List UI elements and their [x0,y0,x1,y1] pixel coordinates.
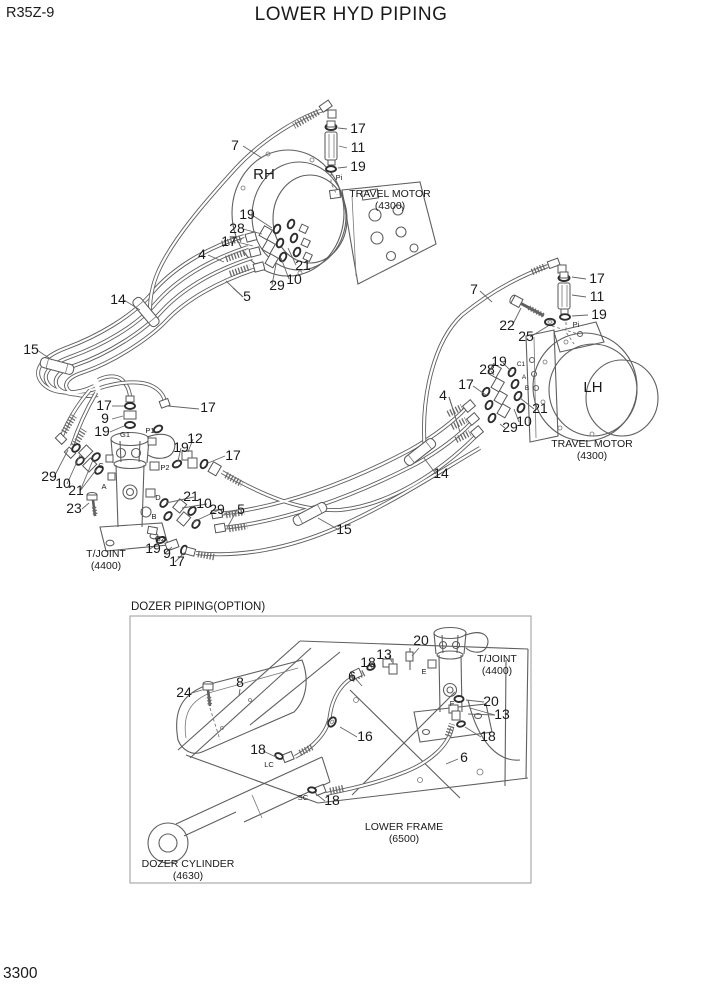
callout-14-left: 14 [110,291,126,307]
callout-9-g2: 9 [163,545,171,561]
callout-25: 25 [518,328,534,344]
callout-29-rh: 29 [269,277,285,293]
dozer-cylinder-ref: (4630) [172,870,204,882]
callout-11-lh-pi: 11 [589,288,605,304]
callout-18-sc: 18 [324,792,340,808]
port-label-a: A [101,482,107,491]
callout-10-lh: 10 [516,413,532,429]
callout-9-g1: 9 [101,410,109,426]
callout-29-lh: 29 [502,419,518,435]
callout-5-rh: 5 [243,288,251,304]
callout-10-right: 10 [196,495,212,511]
callout-11-rh-pi: 11 [350,139,366,155]
callout-7-rh: 7 [231,137,239,153]
callout-20-f: 20 [483,693,499,709]
callout-17-lh-pi: 17 [589,270,605,286]
port-label-p2: P2 [160,463,170,472]
dozer-cylinder-art [148,751,330,863]
callout-5-right: 5 [237,501,245,517]
callout-29-left: 29 [41,468,57,484]
bolt-23-art [87,493,97,517]
callout-13-e: 13 [376,646,392,662]
callout-28-rh: 28 [229,220,245,236]
port-label-g2: G2 [154,534,166,543]
callout-18-f: 18 [480,728,496,744]
callout-18-e: 18 [360,654,376,670]
callout-15-left: 15 [23,341,39,357]
callout-10-left: 10 [55,475,71,491]
port-label-lc: LC [264,760,274,769]
bolt-22-art [509,294,546,320]
g1-fitting-stack [124,396,136,428]
callout-20-e: 20 [413,632,429,648]
lh-motor-ref: (4300) [576,450,608,462]
callout-15-right: 15 [336,521,352,537]
dozer-leader-lines [192,648,495,801]
port-label-pi-rh: Pi [335,173,343,182]
t-joint-name: T/JOINT [86,548,126,560]
port-label-pi-lh: Pi [572,320,580,329]
rh-motor-name: TRAVEL MOTOR [349,188,431,200]
callout-17-g1: 17 [96,397,112,413]
callout-17-lh: 17 [458,376,474,392]
dozer-cylinder-name: DOZER CYLINDER [141,858,235,870]
callout-6-upper: 6 [348,668,356,684]
t-joint-ref: (4400) [90,560,122,572]
callout-22: 22 [499,317,515,333]
callout-10-rh: 10 [286,271,302,287]
callout-19-g2: 19 [145,540,161,556]
dozer-box-border [130,616,531,883]
callout-24: 24 [176,684,192,700]
dozer-frame-art [178,641,528,803]
page-title: LOWER HYD PIPING [254,4,448,25]
callout-19-lh-pi: 19 [591,306,607,322]
callout-17-rh-pi: 17 [350,120,366,136]
callout-17-p2: 17 [225,447,241,463]
port-label-c: C [98,461,104,470]
callout-6-lower: 6 [460,749,468,765]
rh-motor-ref: (4300) [374,200,406,212]
port-label-d: D [155,493,161,502]
callout-21-right: 21 [183,488,199,504]
hose-bundle-left [38,236,256,446]
lh-motor-tag: LH [583,379,603,396]
port-label-f: F [449,699,455,708]
dozer-t-joint-name: T/JOINT [477,653,517,665]
port-label-p1: P1 [145,426,155,435]
callout-19-lh: 19 [491,353,507,369]
dozer-t-joint-ref: (4400) [481,665,513,677]
callout-7-lh: 7 [470,281,478,297]
lower-frame-name: LOWER FRAME [364,821,444,833]
callout-28-lh: 28 [479,361,495,377]
callout-19-rh: 19 [239,206,255,222]
port-label-e: E [421,667,427,676]
callout-14-right: 14 [433,465,449,481]
callout-21-lh: 21 [532,400,548,416]
callout-16: 16 [357,728,373,744]
port-label-sc: SC [297,793,309,802]
callout-4-rh: 4 [198,246,206,262]
callout-19-rh-pi: 19 [350,158,366,174]
port-label-c1-lh: C1 [516,361,526,368]
callout-18-lc: 18 [250,741,266,757]
callout-17-g2: 17 [169,553,185,569]
lh-motor-name: TRAVEL MOTOR [551,438,633,450]
port-label-b: B [151,512,157,521]
callout-12-p1: 12 [187,430,203,446]
callout-29-right: 29 [209,501,225,517]
rh-motor-tag: RH [253,166,275,183]
page-number: 3300 [3,965,38,982]
callout-17-rh: 17 [221,233,237,249]
port-label-b-lh: B [524,385,530,392]
callout-4-lh: 4 [439,387,447,403]
callout-23: 23 [66,500,82,516]
dozer-section-title: DOZER PIPING(OPTION) [131,601,266,613]
callout-19-g1: 19 [94,423,110,439]
lower-frame-ref: (6500) [388,833,420,845]
callout-13-f: 13 [494,706,510,722]
port-label-g1: G1 [119,430,131,439]
callout-21-left: 21 [68,482,84,498]
port-label-a-lh: A [521,374,527,381]
callout-8: 8 [236,674,244,690]
callout-21-rh: 21 [295,257,311,273]
callout-17-p1: 17 [200,399,216,415]
hose-clamp-15-left [39,357,74,375]
callout-19-p1: 19 [173,439,189,455]
model-code: R35Z-9 [6,5,55,21]
